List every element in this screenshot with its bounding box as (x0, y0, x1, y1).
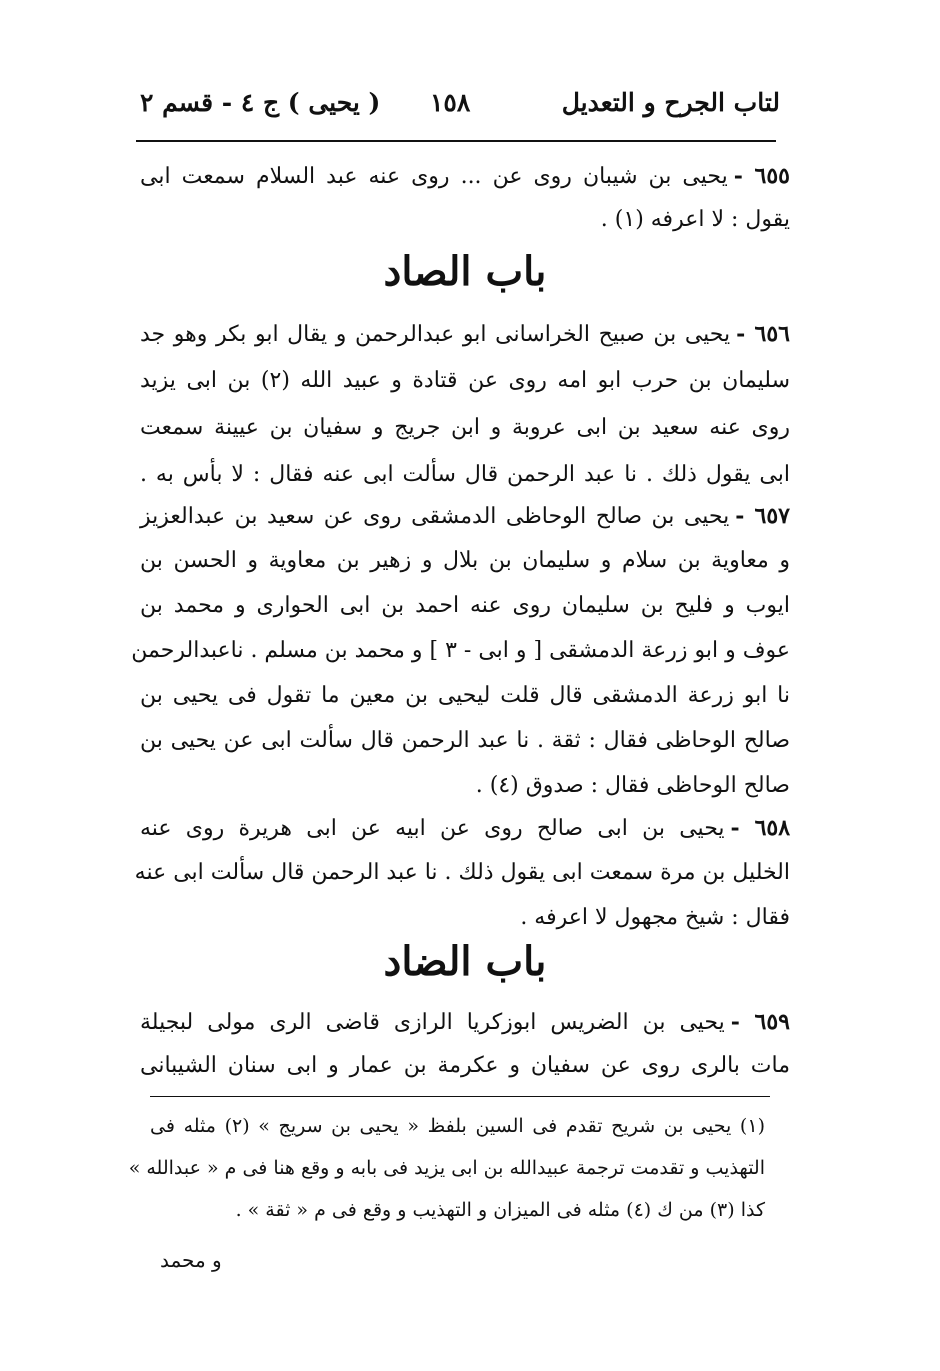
footnote-rule (150, 1096, 770, 1097)
catchword: و محمد (160, 1248, 222, 1272)
page-number: ١٥٨ (430, 88, 471, 117)
entry-line: ابى يقول ذلك . نا عبد الرحمن قال سألت ابى عنه فقال : لا بأس به . (140, 462, 790, 487)
entry-line: ٦٥٦ -يحيى بن صبيح الخراسانى ابو عبدالرحمن و يقال ابو بكر وهو جد (140, 321, 790, 347)
header-rule (136, 140, 776, 142)
entry-line: سليمان بن حرب ابو امه روى عن قتادة و عبيد الله (٢) بن ابى يزيد (140, 368, 791, 393)
running-header (140, 88, 780, 136)
entry-line: فقال : شيخ مجهول لا اعرفه . (520, 905, 790, 930)
entry-line: ٦٥٩ -يحيى بن الضريس ابوزكريا الرازى قاضى الرى مولى لبجيلة (140, 1009, 790, 1035)
entry-line: ايوب و فليح بن سليمان روى عنه احمد بن ابى الحوارى و محمد بن (140, 593, 790, 618)
entry-line: و معاوية بن سلام و سليمان بن بلال و زهير بن معاوية و الحسن بن (140, 548, 790, 573)
entry-number: ٦٥٥ - (733, 163, 790, 189)
entry-line: مات بالرى روى عن سفيان و عكرمة بن عمار و ابى سنان الشيبانى (140, 1053, 790, 1078)
volume-label: ( يحيى ) ج ٤ - قسم ٢ (140, 88, 381, 117)
entry-number: ٦٥٧ - (735, 503, 790, 529)
entry-line: ٦٥٥ -يحيى بن شيبان روى عن ... روى عنه عبد السلام سمعت ابى (140, 163, 790, 189)
entry-number: ٦٥٨ - (730, 815, 791, 841)
entry-number: ٦٥٩ - (730, 1009, 790, 1035)
entry-line: صالح الوحاظى فقال : ثقة . نا عبد الرحمن قال سألت ابى عن يحيى بن (140, 728, 790, 753)
footnote-line: التهذيب و تقدمت ترجمة عبيدالله بن ابى يزيد فى بابه و وقع هنا فى م « عبدالله » (128, 1157, 765, 1179)
entry-line: روى عنه سعيد بن ابى عروبة و ابن جريج و سفيان بن عيينة سمعت (140, 415, 790, 440)
entry-line: ٦٥٧ -يحيى بن صالح الوحاظى الدمشقى روى عن سعيد بن عبدالعزيز (140, 503, 790, 529)
entry-line: يقول : لا اعرفه (١) . (600, 207, 790, 232)
entry-line: صالح الوحاظى فقال : صدوق (٤) . (475, 773, 790, 798)
entry-line: الخليل بن مرة سمعت ابى يقول ذلك . نا عبد الرحمن قال سألت ابى عنه (134, 860, 790, 885)
entry-line: نا ابو زرعة الدمشقى قال قلت ليحيى بن معين ما تقول فى يحيى بن (140, 683, 790, 708)
entry-number: ٦٥٦ - (736, 321, 790, 347)
footnote-line: (١) يحيى بن شريح تقدم فى السين بلفظ « يحيى بن سريج » (٢) مثله فى (150, 1115, 765, 1137)
entry-line: عوف و ابو زرعة الدمشقى [ و ابى - ٣ ] و محمد بن مسلم . ناعبدالرحمن (131, 638, 790, 663)
entry-line: ٦٥٨ -يحيى بن ابى صالح روى عن ابيه عن ابى هريرة روى عنه (140, 815, 791, 841)
section-heading-dad: باب الضاد (383, 938, 547, 985)
book-title: لتاب الجرح و التعديل (561, 88, 780, 117)
footnote-line: كذا (٣) من ك (٤) مثله فى الميزان و التهذيب و وقع فى م « ثقة » . (235, 1199, 765, 1221)
section-heading-sad: باب الصاد (383, 248, 547, 295)
